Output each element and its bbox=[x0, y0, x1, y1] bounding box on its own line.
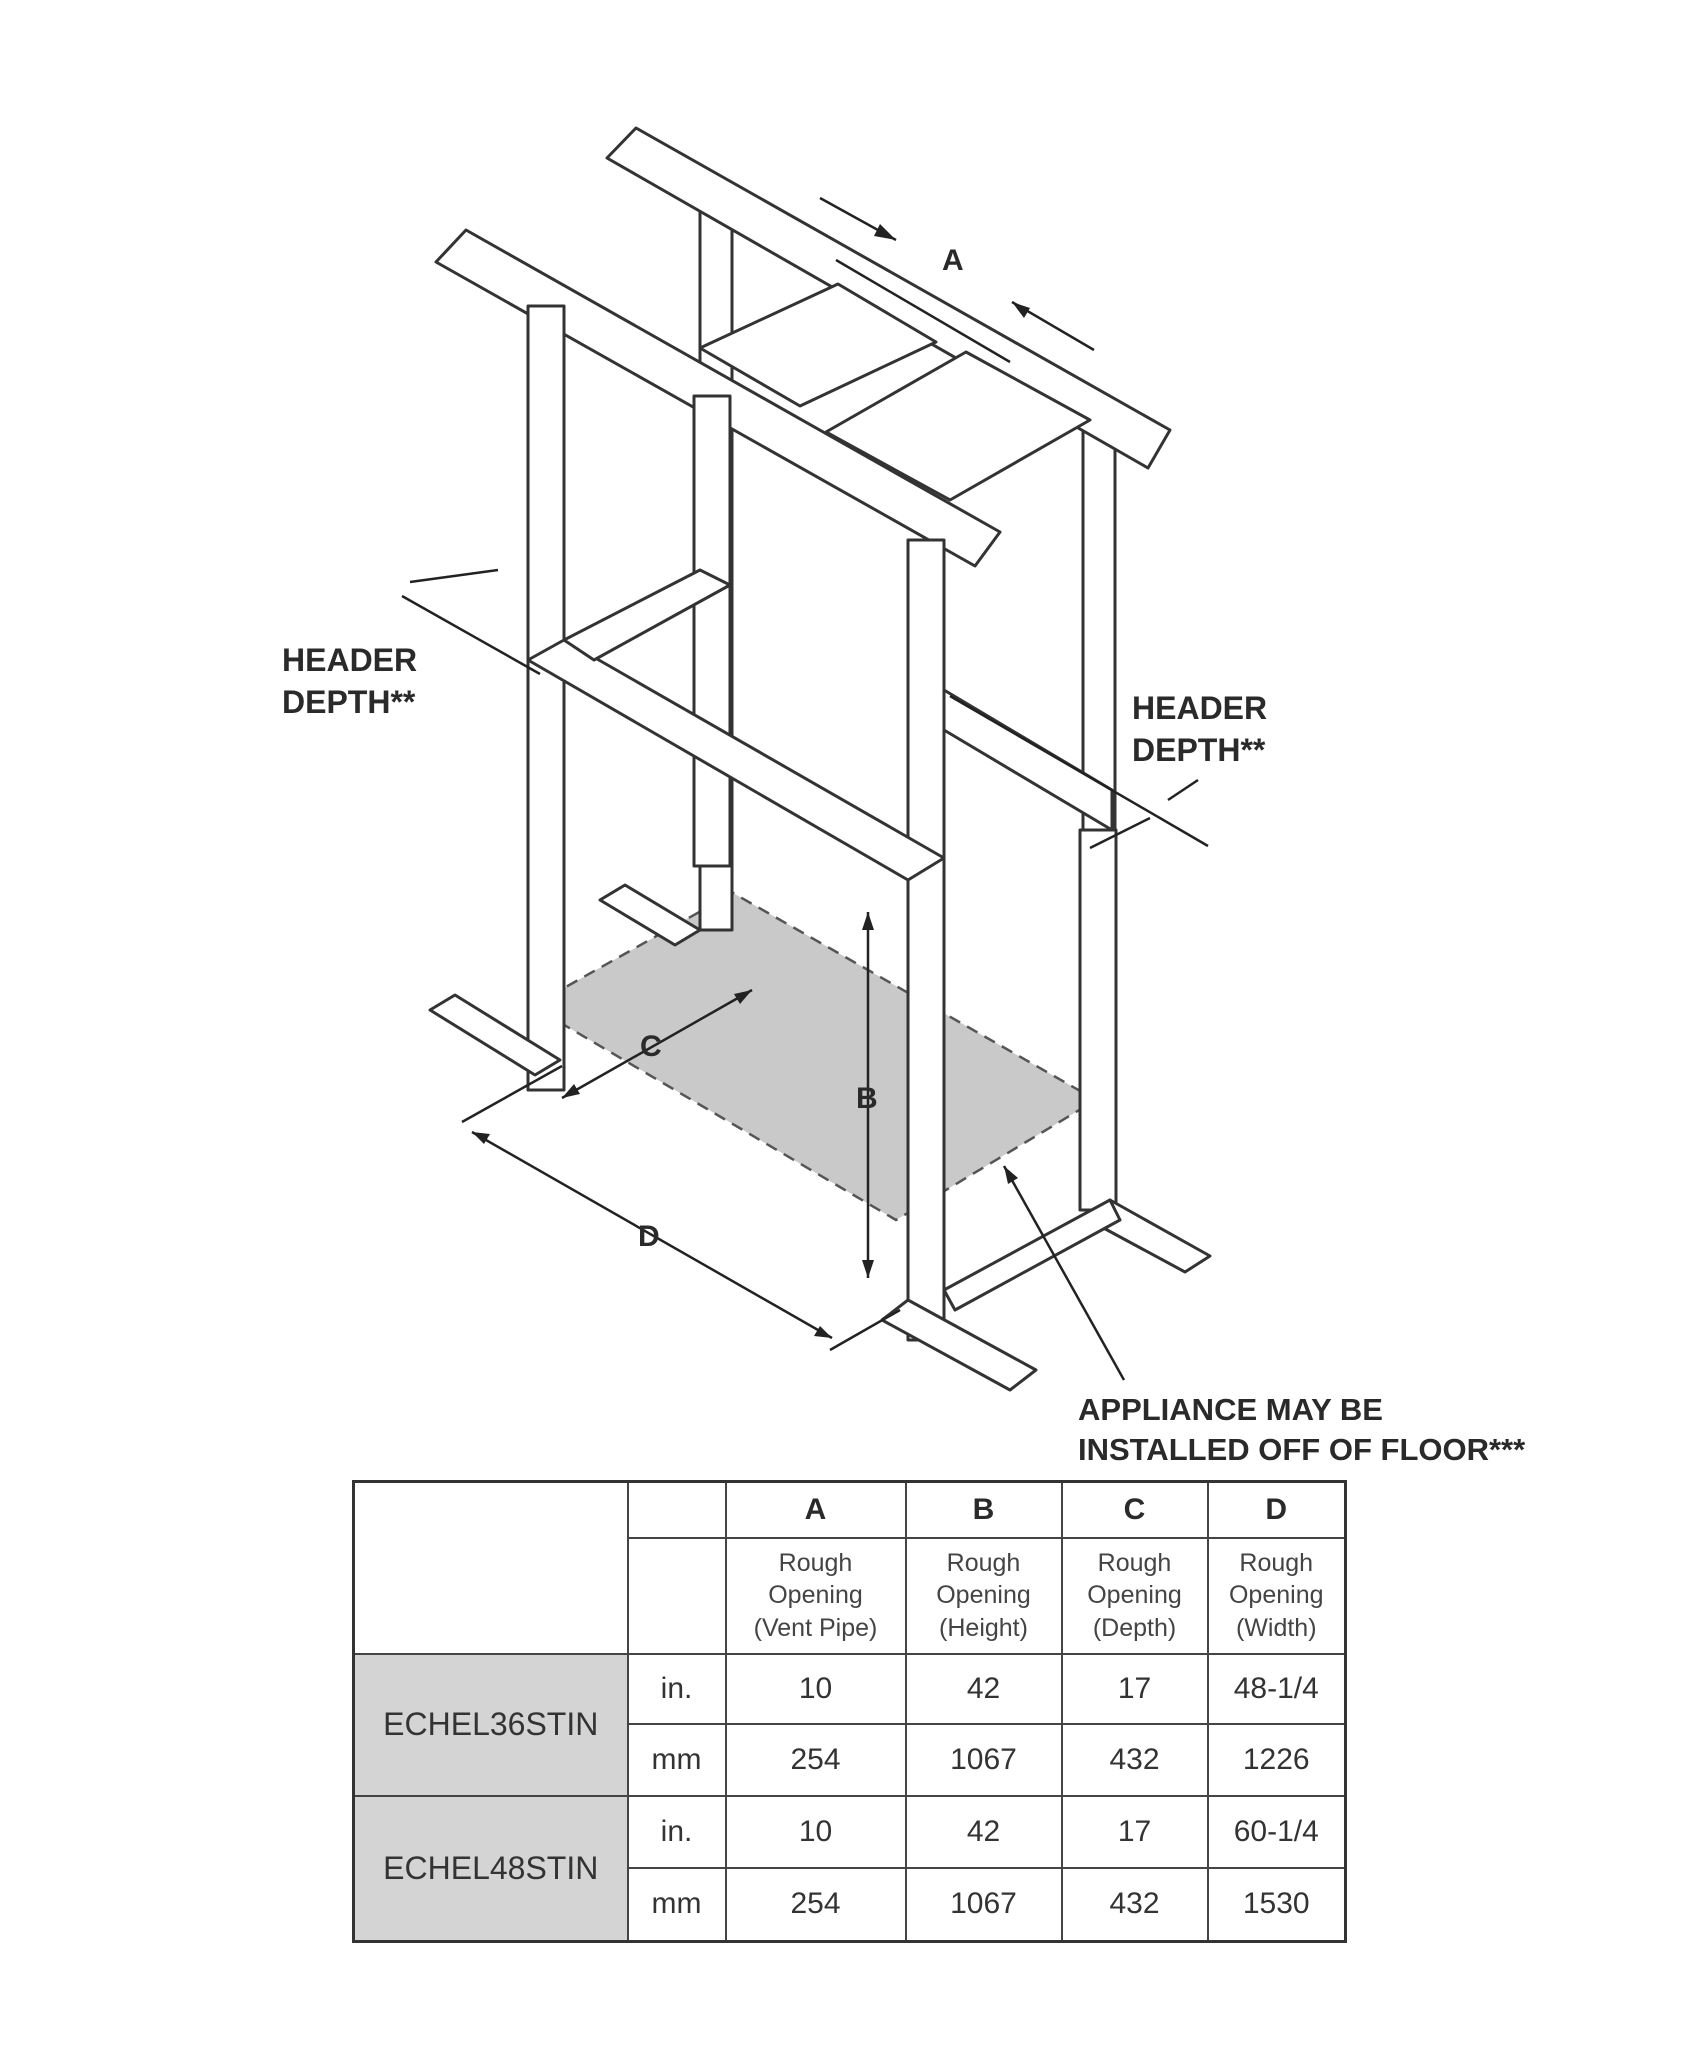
desc-c-2: Opening bbox=[1087, 1581, 1182, 1610]
col-header-d: D bbox=[1208, 1482, 1346, 1538]
desc-b-2: Opening bbox=[936, 1581, 1031, 1610]
value-cell-c: 432 bbox=[1062, 1724, 1208, 1796]
arrow-appliance bbox=[1004, 1166, 1018, 1184]
value-cell-a: 254 bbox=[726, 1724, 906, 1796]
desc-d-1: Rough bbox=[1239, 1548, 1314, 1577]
col-header-a: A bbox=[726, 1482, 906, 1538]
value-cell-d: 1530 bbox=[1208, 1868, 1346, 1942]
table-corner bbox=[354, 1482, 628, 1654]
value-cell-b: 42 bbox=[906, 1796, 1062, 1868]
desc-b-3: (Height) bbox=[939, 1613, 1028, 1642]
unit-cell: mm bbox=[628, 1868, 726, 1942]
unit-cell: in. bbox=[628, 1654, 726, 1724]
unit-cell: mm bbox=[628, 1724, 726, 1796]
unit-desc-blank bbox=[628, 1538, 726, 1654]
desc-a-2: Opening bbox=[768, 1581, 863, 1610]
appliance-footprint bbox=[532, 893, 1096, 1220]
desc-b-1: Rough bbox=[946, 1548, 1021, 1577]
value-cell-b: 1067 bbox=[906, 1724, 1062, 1796]
dimension-letter-d: D bbox=[638, 1220, 660, 1253]
arrow-a-left bbox=[874, 224, 896, 240]
col-header-c: C bbox=[1062, 1482, 1208, 1538]
dimension-letter-b: B bbox=[856, 1082, 878, 1115]
front-middle-post bbox=[694, 396, 730, 866]
dimension-letter-c: C bbox=[640, 1030, 662, 1063]
front-right-post bbox=[908, 540, 944, 1340]
bottom-plate-right-front bbox=[882, 1300, 1036, 1390]
col-desc-a bbox=[726, 1538, 906, 1654]
col-desc-c bbox=[1062, 1538, 1208, 1654]
value-cell-a: 254 bbox=[726, 1868, 906, 1942]
value-cell-b: 42 bbox=[906, 1654, 1062, 1724]
desc-c-1: Rough bbox=[1097, 1548, 1172, 1577]
value-cell-c: 17 bbox=[1062, 1654, 1208, 1724]
value-cell-d: 1226 bbox=[1208, 1724, 1346, 1796]
desc-a-3: (Vent Pipe) bbox=[753, 1613, 878, 1642]
value-cell-d: 60-1/4 bbox=[1208, 1796, 1346, 1868]
header-depth-left-line2: DEPTH** bbox=[282, 683, 416, 720]
col-header-b: B bbox=[906, 1482, 1062, 1538]
value-cell-b: 1067 bbox=[906, 1868, 1062, 1942]
desc-d-3: (Width) bbox=[1235, 1613, 1317, 1642]
arrow-b-top bbox=[862, 912, 874, 930]
header-depth-left-line1: HEADER bbox=[282, 642, 418, 678]
appliance-note-line1: APPLIANCE MAY BE bbox=[1078, 1392, 1383, 1427]
table-row bbox=[354, 1796, 1346, 1868]
col-desc-b bbox=[906, 1538, 1062, 1654]
header-depth-right-line1: HEADER bbox=[1132, 690, 1268, 726]
side-right-post bbox=[1080, 830, 1116, 1210]
unit-cell: in. bbox=[628, 1796, 726, 1868]
desc-c-3: (Depth) bbox=[1092, 1613, 1177, 1642]
header-beam bbox=[528, 640, 944, 880]
unit-header-blank bbox=[628, 1482, 726, 1538]
arrow-b-bottom bbox=[862, 1260, 874, 1278]
value-cell-c: 432 bbox=[1062, 1868, 1208, 1942]
value-cell-a: 10 bbox=[726, 1796, 906, 1868]
header-depth-label-left bbox=[282, 640, 417, 723]
dimension-letter-a: A bbox=[942, 244, 964, 277]
desc-d-2: Opening bbox=[1228, 1581, 1324, 1610]
model-name: ECHEL48STIN bbox=[354, 1796, 628, 1942]
value-cell-a: 10 bbox=[726, 1654, 906, 1724]
arrow-d-right bbox=[814, 1326, 832, 1338]
appliance-note bbox=[1078, 1390, 1525, 1471]
model-name: ECHEL36STIN bbox=[354, 1654, 628, 1796]
col-desc-d bbox=[1208, 1538, 1346, 1654]
value-cell-d: 48-1/4 bbox=[1208, 1654, 1346, 1724]
value-cell-c: 17 bbox=[1062, 1796, 1208, 1868]
front-left-post bbox=[528, 306, 564, 1090]
header-depth-label-right bbox=[1132, 688, 1267, 771]
bottom-plate-back bbox=[600, 885, 700, 945]
arrow-d-left bbox=[472, 1132, 490, 1144]
header-depth-right-line2: DEPTH** bbox=[1132, 731, 1266, 768]
appliance-note-line2: INSTALLED OFF OF FLOOR*** bbox=[1078, 1432, 1526, 1468]
desc-a-1: Rough bbox=[778, 1548, 853, 1577]
rough-opening-table bbox=[352, 1480, 1347, 1943]
arrow-a-right bbox=[1012, 302, 1030, 318]
table-row bbox=[354, 1654, 1346, 1724]
